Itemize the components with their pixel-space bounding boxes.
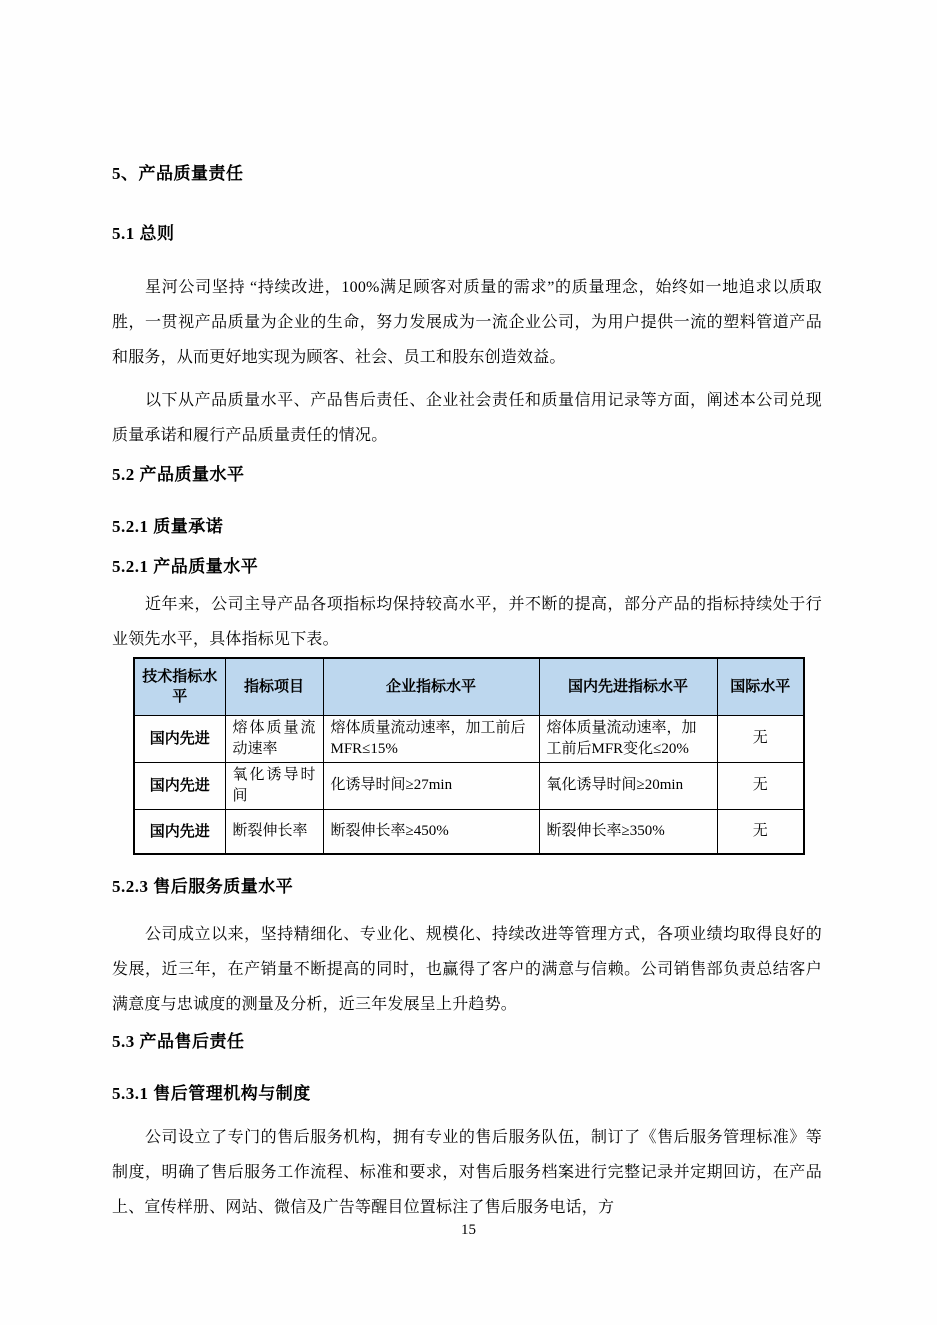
paragraph-after-sales-organization: 公司设立了专门的售后服务机构，拥有专业的售后服务队伍，制订了《售后服务管理标准》等制度，明确了售后服务工作流程、标准和要求，对售后服务档案进行完整记录并定期回访，在产品上、宣传样册、网站、微信及广告等醒目位置标注了售后服务电话，方 bbox=[112, 1129, 822, 1216]
cell-international-value: 无 bbox=[717, 762, 804, 809]
paragraph-indicator-intro: 近年来，公司主导产品各项指标均保持较高水平，并不断的提高，部分产品的指标持续处于行业领先水平，具体指标见下表。 bbox=[112, 596, 822, 648]
table-row bbox=[134, 809, 804, 854]
cell-enterprise-value: 化诱导时间≥27min bbox=[323, 762, 539, 809]
cell-level: 国内先进 bbox=[134, 715, 225, 762]
page-number: 15 bbox=[461, 1222, 476, 1238]
table-header bbox=[134, 658, 804, 715]
cell-level: 国内先进 bbox=[134, 809, 225, 854]
cell-international-value: 无 bbox=[717, 809, 804, 854]
cell-enterprise-value: 熔体质量流动速率，加工前后MFR≤15% bbox=[323, 715, 539, 762]
heading-quality-commitment: 5.2.1 质量承诺 bbox=[112, 517, 224, 536]
heading-after-sales-service-quality: 5.2.3 售后服务质量水平 bbox=[112, 877, 294, 896]
heading-product-after-sales-responsibility: 5.3 产品售后责任 bbox=[112, 1032, 245, 1051]
cell-indicator-item: 熔体质量流动速率 bbox=[225, 715, 323, 762]
header-cell-indicator-item: 指标项目 bbox=[225, 658, 323, 715]
header-cell-enterprise-level: 企业指标水平 bbox=[323, 658, 539, 715]
heading-general-principles: 5.1 总则 bbox=[112, 224, 175, 243]
table-row bbox=[134, 762, 804, 809]
paragraph-scope-overview: 以下从产品质量水平、产品售后责任、企业社会责任和质量信用记录等方面，阐述本公司兑现质量承诺和履行产品质量责任的情况。 bbox=[112, 392, 822, 444]
table-body bbox=[134, 715, 804, 854]
cell-enterprise-value: 断裂伸长率≥450% bbox=[323, 809, 539, 854]
header-cell-international-level: 国际水平 bbox=[717, 658, 804, 715]
header-cell-domestic-advanced-level: 国内先进指标水平 bbox=[539, 658, 717, 715]
cell-indicator-item: 断裂伸长率 bbox=[225, 809, 323, 854]
cell-domestic-value: 氧化诱导时间≥20min bbox=[539, 762, 717, 809]
table-header-row bbox=[134, 658, 804, 715]
heading-product-quality-level: 5.2 产品质量水平 bbox=[112, 465, 245, 484]
table-row bbox=[134, 715, 804, 762]
quality-indicators-table bbox=[133, 657, 805, 855]
paragraph-service-quality: 公司成立以来，坚持精细化、专业化、规模化、持续改进等管理方式，各项业绩均取得良好的发展，近三年，在产销量不断提高的同时，也赢得了客户的满意与信赖。公司销售部负责总结客户满意度与忠诚度的测量及分析，近三年发展呈上升趋势。 bbox=[112, 926, 822, 1013]
heading-product-quality-responsibility: 5、产品质量责任 bbox=[112, 164, 244, 183]
cell-domestic-value: 断裂伸长率≥350% bbox=[539, 809, 717, 854]
cell-level: 国内先进 bbox=[134, 762, 225, 809]
cell-indicator-item: 氧化诱导时间 bbox=[225, 762, 323, 809]
header-cell-tech-indicator-level: 技术指标水平 bbox=[134, 658, 225, 715]
cell-domestic-value: 熔体质量流动速率，加工前后MFR变化≤20% bbox=[539, 715, 717, 762]
heading-after-sales-organization: 5.3.1 售后管理机构与制度 bbox=[112, 1084, 311, 1103]
cell-international-value: 无 bbox=[717, 715, 804, 762]
paragraph-quality-philosophy: 星河公司坚持 “持续改进，100%满足顾客对质量的需求”的质量理念，始终如一地追求以质取胜，一贯视产品质量为企业的生命，努力发展成为一流企业公司，为用户提供一流的塑料管道产品和服务，从而更好地实现为顾客、社会、员工和股东创造效益。 bbox=[112, 279, 822, 366]
heading-product-quality-level-sub: 5.2.1 产品质量水平 bbox=[112, 557, 259, 576]
